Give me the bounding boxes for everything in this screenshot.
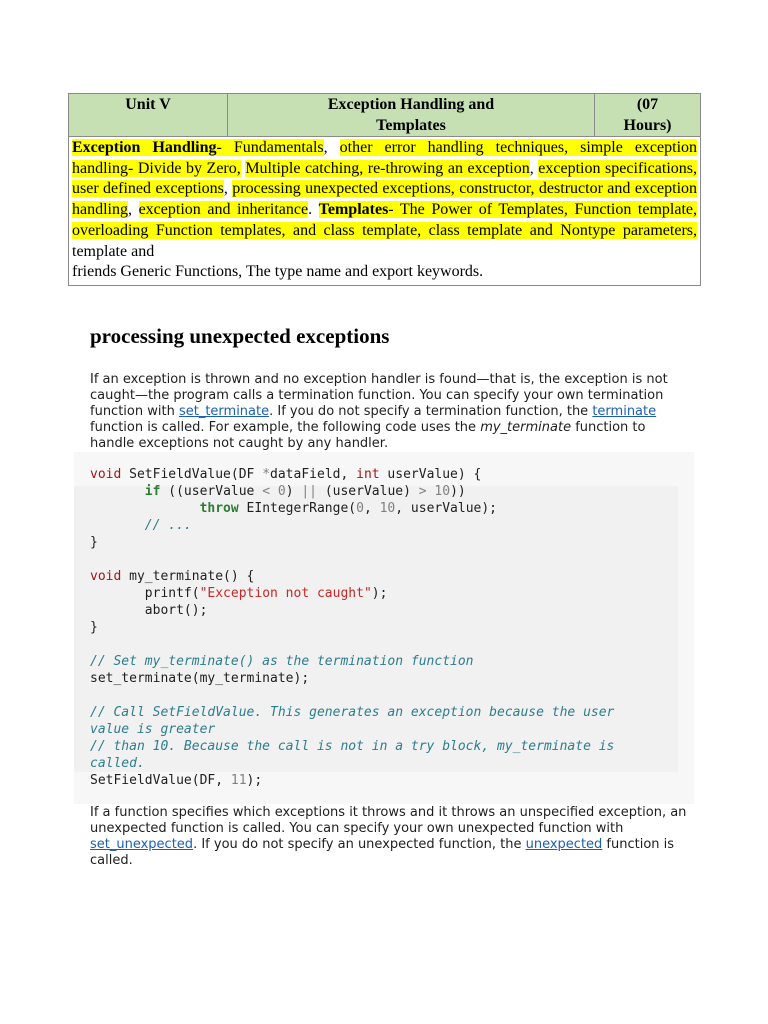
code-token: )) [450, 484, 466, 499]
code-token: // than 10. Because the call is not in a try block, my_terminate is [90, 739, 615, 754]
code-token: throw [199, 501, 239, 516]
code-token: } [90, 620, 98, 635]
unexpected-link[interactable]: unexpected [525, 837, 603, 852]
code-token: if [144, 484, 161, 499]
code-token: 10 [379, 501, 396, 516]
section-title: processing unexpected exceptions [90, 324, 390, 348]
code-token: * [262, 467, 271, 482]
code-token [90, 484, 145, 499]
code-token: // Set my_terminate() as the termination function [90, 654, 474, 669]
code-token: EIntegerRange( [238, 501, 357, 516]
code-token: 0 [356, 501, 364, 516]
code-token: userValue) { [379, 467, 482, 482]
code-token: || [301, 484, 317, 499]
code-token: SetFieldValue(DF, [90, 773, 231, 788]
code-listing [90, 466, 614, 789]
code-token: my_terminate() { [121, 569, 255, 584]
code-token: void [90, 467, 122, 482]
syllabus-header-row [69, 94, 701, 137]
code-token: void [90, 569, 122, 584]
syllabus-table [68, 93, 701, 286]
code-token: dataField, [270, 467, 357, 482]
code-token: < [262, 484, 271, 499]
terminate-link[interactable]: terminate [592, 404, 657, 419]
code-token: (userValue) [317, 484, 419, 499]
code-token: , userValue); [395, 501, 498, 516]
paragraph-unexpected: If a function specifies which exceptions it throws and it throws an unspecified exception, an unexpected function is called. You can specify your own unexpected function with set_unexpected. If you do not specify an unexpected function, the unexpected function is called. [90, 805, 687, 868]
code-token: 10 [434, 484, 451, 499]
code-token [90, 518, 145, 533]
code-token: } [90, 535, 98, 550]
code-token [270, 484, 278, 499]
code-token: set_terminate(my_terminate); [90, 671, 310, 686]
code-token: 11 [230, 773, 247, 788]
topic-cell: Exception Handling and Templates [228, 94, 595, 137]
code-token [90, 501, 200, 516]
code-token: printf( [90, 586, 200, 601]
code-token: "Exception not caught" [199, 586, 372, 601]
syllabus-content: Exception Handling- Fundamentals, other error handling techniques, simple exception handling- Divide by Zero, Multiple catching, re-throwing an exception, exception specifications, user defined exceptions, processing unexpected exceptions, constructor, destructor and exception handling, exception and inheritance. Templates- The Power of Templates, Function template, overloading Function templates, and class template, class template and Nontype parameters, template and friends Generic Functions, The type name and export keywords. [69, 137, 701, 286]
code-token: ) [285, 484, 302, 499]
unit-cell: Unit V [69, 94, 228, 137]
code-token: // ... [144, 518, 192, 533]
code-token: SetFieldValue(DF [121, 467, 263, 482]
code-token: called. [90, 756, 145, 771]
code-token: int [356, 467, 380, 482]
code-token: value is greater [90, 722, 216, 737]
syllabus-body-row [69, 137, 701, 286]
code-token: , [363, 501, 380, 516]
set-unexpected-link[interactable]: set_unexpected [90, 837, 194, 852]
set-terminate-link[interactable]: set_terminate [178, 404, 270, 419]
code-token: abort(); [90, 603, 208, 618]
code-token: ((userValue [160, 484, 263, 499]
paragraph-terminate: If an exception is thrown and no exception handler is found—that is, the exception is not caught—the program calls a termination function. You can specify your own termination function with set_terminate. If you do not specify a termination function, the terminate function is called. For example, the following code uses the my_terminate function to handle exceptions not caught by any handler. [90, 372, 668, 451]
code-token: 0 [277, 484, 286, 499]
code-token: // Call SetFieldValue. This generates an exception because the user [90, 705, 615, 720]
code-token: > [418, 484, 427, 499]
code-token: ); [371, 586, 388, 601]
hours-cell: (07 Hours) [595, 94, 701, 137]
code-token: ); [246, 773, 263, 788]
